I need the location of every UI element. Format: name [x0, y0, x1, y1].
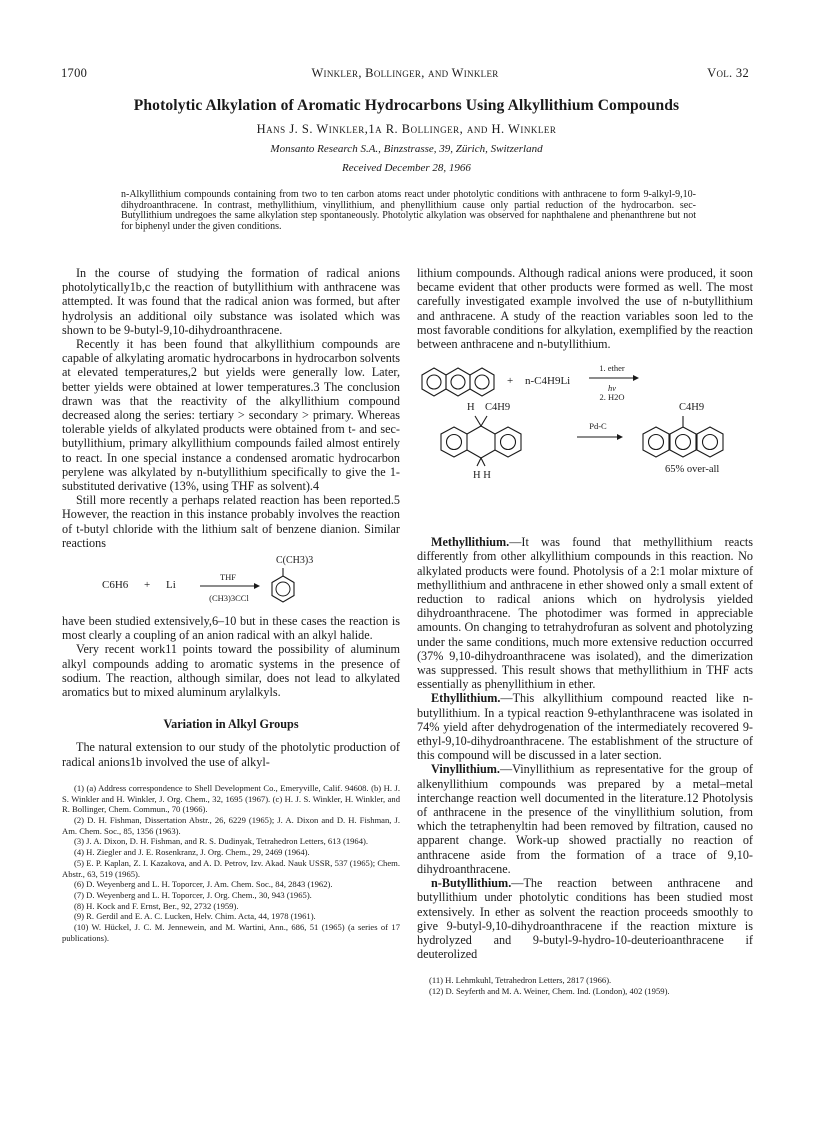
abstract-text: n-Alkyllithium compounds containing from two to ten carbon atoms react under photolytic conditions with anthracene to form 9-alkyl-9,10-dihydroanthracene. In contrast, methyllithium, vinyllithium, and phenyllithium cause only partial reduction of the hydrocarbon. sec-Butyllithium undregoes the same alkylation step spontaneously. Photolytic alkylation was observed for naphthalene and phenanthrene but not for biphenyl under the given conditions.: [121, 189, 696, 233]
product-yield: 65% over-all: [665, 464, 720, 476]
volume-label: Vol. 32: [707, 66, 749, 80]
runin-heading-methyllithium: Methyllithium.: [431, 535, 510, 550]
page-number: 1700: [61, 66, 88, 80]
received-date: Received December 28, 1966: [342, 162, 471, 174]
article-title: Photolytic Alkylation of Aromatic Hydrocarbons Using Alkyllithium Compounds: [133, 97, 680, 114]
running-head: [61, 66, 749, 82]
paragraph: [417, 691, 753, 762]
butyllithium-text: —The reaction between anthracene and butyllithium under photolytic conditions has been studied most extensively. In ether as solvent the reaction proceeds smoothly to give 9-butyl-9,10-dihydroanthracene if the reaction mixture is hydrolyzed and 9-butyl-9-hydro-10-deuterioanthracene if deuterolized: [417, 876, 753, 962]
running-head-authors: Winkler, Bollinger, and Winkler: [311, 66, 499, 80]
eq1-condition-bottom: (CH3)3CCl: [209, 593, 249, 604]
footnote: (4) H. Ziegler and J. E. Rosenkranz, J. Org. Chem., 29, 2469 (1964).: [74, 847, 310, 858]
anthracene-structure-icon: [421, 365, 497, 399]
footnote: (5) E. P. Kaplan, Z. I. Kazakova, and A. D. Petrov, Izv. Akad. Nauk USSR, 537 (1965); Chem. Abstr., 63, 519 (1965).: [62, 857, 400, 879]
footnote: (10) W. Hückel, J. C. M. Jennewein, and M. Wartini, Ann., 686, 51 (1965) (a series of 17 publications).: [62, 922, 400, 943]
abstract: [121, 190, 696, 233]
footnote: (6) D. Weyenberg and L. H. Toporcer, J. Am. Chem. Soc., 84, 2843 (1962).: [74, 879, 333, 890]
footnotes-right: [417, 975, 753, 996]
right-column: [417, 266, 753, 997]
vinyllithium-text: —Vinyllithium as representative for the group of alkenyllithium compounds was prepared by a metal–metal interchange reaction well documented in the literature.12 Photolysis of anthracene in the presence of the vinyllithium solution, from which the tetraphenyltin had been removed by filtration, caused no apparent change. Work-up showed practially no reaction of anthracene aside from the formation of a trace of 9,10-dihydroanthracene.: [417, 762, 753, 876]
footnote: (1) (a) Address correspondence to Shell Development Co., Emeryville, Calif. 94608. (b) H. J. S. Winkler and H. Winkler, J. Org. Chem., 32, 1695 (1967). (c) H. J. S. Winkler, H. Winkler, and R. Bollinger, Chem. Commun., 70 (1966).: [62, 782, 400, 815]
footnote: (2) D. H. Fishman, Dissertation Abstr., 26, 6229 (1965); J. A. Dixon and D. H. Fishman, J. Am. Chem. Soc., 85, 1356 (1963).: [62, 815, 400, 836]
article-authors: Hans J. S. Winkler,1a R. Bollinger, and H. Winkler: [256, 122, 557, 136]
paragraph: [417, 535, 753, 691]
runin-heading-ethyllithium: Ethyllithium.: [431, 691, 501, 706]
runin-heading-vinyllithium: Vinyllithium.: [431, 762, 500, 777]
reaction-scheme: [417, 357, 753, 527]
paragraph: Recently it has been found that alkyllithium compounds are capable of alkylating aromatic hydrocarbons in hydrocarbon solvents at elevated temperatures,2 but yields were generally low. Later, better yields were obtained at lower temperatures.3 The conclusion drawn was that the reactivity of the alkyllithium compound decreased along the series: tertiary > secondary > primary. Whereas tolerable yields of alkylated products were obtained from t- and sec-butyllithium, primary alkyllithium compounds failed almost entirely to react. In one special instance a condensed aromatic hydrocarbon perylene was alkylated by n-butyllithium specifically to give the 1-substituted derivative (13%, using THF as solvent).4: [62, 337, 400, 494]
section-heading: Variation in Alkyl Groups: [163, 717, 299, 732]
scheme-step1-top: 1. ether: [599, 363, 625, 374]
paragraph: In the course of studying the formation of radical anions photolytically1b,c the reaction of butyllithium with anthracene was attempted. It was found that the radical anion was formed, but after hydrolysis an additional oily substance was isolated which was shown to be 9-butyl-9,10-dihydroanthracene.: [62, 266, 400, 337]
left-column: [62, 266, 400, 943]
reaction-equation-1: [62, 552, 400, 610]
benzene-ring-icon: [268, 566, 298, 606]
paragraph: lithium compounds. Although radical anions were produced, it soon became evident that other products were formed as well. The most carefully investigated example involved the use of n-butyllithium and anthracene. A study of the reaction variables soon led to the most favorable conditions for alkylation, exemplified by the reaction between anthracene and n-butyllithium.: [417, 266, 753, 352]
footnote: (3) J. A. Dixon, D. H. Fishman, and R. S. Dudinyak, Tetrahedron Letters, 613 (1964).: [74, 836, 369, 847]
footnote: (8) H. Kock and F. Ernst, Ber., 92, 2732 (1959).: [74, 900, 239, 911]
paragraph: Still more recently a perhaps related reaction has been reported.5 However, the reaction in this instance probably involves the reaction of t-butyl chloride with the lithium salt of benzene dianion. Similar reactions: [62, 493, 400, 550]
footnote: (9) R. Gerdil and E. A. C. Lucken, Helv. Chim. Acta, 44, 1978 (1961).: [74, 911, 316, 922]
product-substituent: C4H9: [679, 402, 705, 414]
methyllithium-text: —It was found that methyllithium reacts differently from other alkyllithium compounds in this reaction. No alkylated products were found. Photolysis of a 2:1 molar mixture of methyllithium and anthracene in ether showed only a small extent of reduction to radical anions which on hydrolysis yielded dihydroanthracene. The photodimer was formed in appreciable amounts. On changing to tetrahydrofuran as solvent and photolyzing under the same conditions, much more extensive reduction occurred (37% 9,10-dihydroanthracene was isolated), and the dimerization was suppressed. This result shows that methyllithium in THF acts essentially as phenyllithium in ether.: [417, 535, 753, 692]
footnotes-left: [62, 783, 400, 944]
intermediate-h: H: [467, 402, 475, 414]
paragraph: The natural extension to our study of the photolytic production of radical anions1b involved the use of alkyl-: [62, 740, 400, 769]
eq1-reactant-a: C6H6: [102, 579, 129, 592]
paragraph: [417, 876, 753, 961]
scheme-step1-bottom: 2. H2O: [599, 392, 625, 403]
paragraph: have been studied extensively,6–10 but in these cases the reaction is most clearly a coupling of an anion radical with an alkyl halide.: [62, 614, 400, 643]
scheme-catalyst: Pd-C: [589, 421, 607, 432]
footnote: (11) H. Lehmkuhl, Tetrahedron Letters, 2817 (1966).: [429, 975, 612, 986]
intermediate-bottom-h: H H: [473, 470, 491, 482]
eq1-reactant-b: Li: [166, 579, 176, 592]
intermediate-substituent: C4H9: [485, 402, 511, 414]
affiliation: Monsanto Research S.A., Binzstrasse, 39, Zürich, Switzerland: [270, 143, 543, 155]
butylanthracene-structure-icon: [641, 413, 725, 463]
footnote: (7) D. Weyenberg and L. H. Toporcer, J. Org. Chem., 30, 943 (1965).: [74, 889, 312, 900]
scheme-plus: +: [507, 375, 514, 388]
eq1-plus: +: [144, 579, 151, 592]
scheme-reagent: n-C4H9Li: [525, 375, 571, 388]
ethyllithium-text: —This alkyllithium compound reacted like n-butyllithium. In a typical reaction 9-ethylanthracene was isolated in 74% yield after dehydrogenation of the intermediately recovered 9-ethyl-9,10-dihydroanthracene. The establishment of the structure of this compound will be discussed in a later section.: [417, 691, 753, 763]
runin-heading-butyllithium: n-Butyllithium.: [431, 876, 512, 891]
footnote: (12) D. Seyferth and M. A. Weiner, Chem. Ind. (London), 402 (1959).: [429, 986, 670, 997]
scheme-arrow-2: [577, 433, 623, 441]
scheme-step1-hv: hν: [607, 383, 617, 394]
eq1-product-substituent: C(CH3)3: [276, 555, 314, 567]
paragraph: Very recent work11 points toward the possibility of aluminum alkyl compounds adding to aromatic systems in the presence of sodium. The reaction, although similar, does not lead to alkylated aromatics but to mixed aluminum arylalkyls.: [62, 642, 400, 700]
eq1-condition-top: THF: [219, 572, 237, 583]
eq1-arrow: [200, 582, 260, 590]
paragraph: [417, 762, 753, 876]
dihydroanthracene-structure-icon: [439, 413, 523, 473]
